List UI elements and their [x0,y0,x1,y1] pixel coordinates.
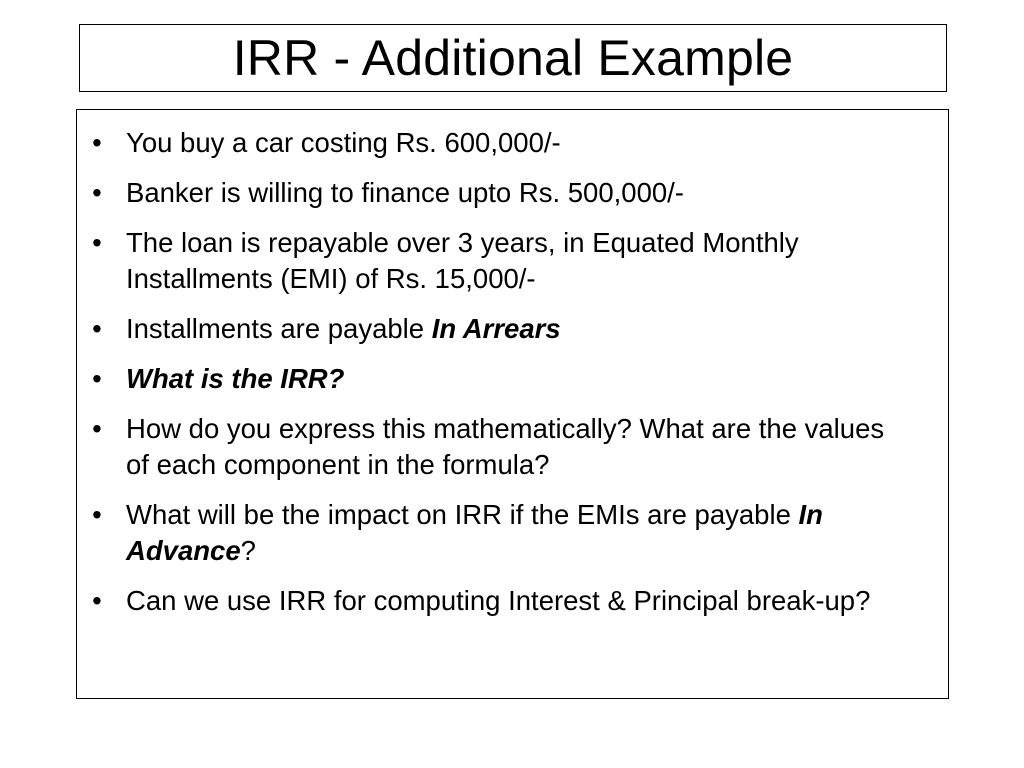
content-box [76,109,949,699]
title-box [79,24,947,92]
bullet-text: What will be the impact on IRR if the EMIs are payable [126,499,799,530]
bullet-dot: • [92,313,102,344]
bullet-dot: • [92,127,102,158]
bullet-list [77,125,948,633]
bullet-text: The loan is repayable over 3 years, in Equated Monthly Installments (EMI) of Rs. 15,000/- [126,227,799,294]
bullet-text-suffix: ? [240,535,256,566]
bullet-text: Can we use IRR for computing Interest & Principal break-up? [126,585,871,616]
bullet-text: Banker is willing to finance upto Rs. 500,000/- [126,177,684,208]
bullet-text: Installments are payable [126,313,432,344]
bullet-dot: • [92,227,102,258]
bullet-dot: • [92,177,102,208]
bullet-item [77,497,948,569]
emphasis-text: What is the IRR? [126,363,345,394]
bullet-item [77,311,948,347]
bullet-item [77,583,948,619]
bullet-dot: • [92,363,102,394]
bullet-text: How do you express this mathematically? What are the values of each component in the formula? [126,413,885,480]
bullet-item [77,361,948,397]
bullet-item [77,411,948,483]
emphasis-text: In Advance [126,499,823,566]
emphasis-text: In Arrears [431,313,561,344]
bullet-dot: • [92,413,102,444]
bullet-item [77,125,948,161]
slide-title: IRR - Additional Example [232,30,794,86]
bullet-text: You buy a car costing Rs. 600,000/- [126,127,561,158]
bullet-dot: • [92,585,102,616]
bullet-item [77,225,948,297]
bullet-item [77,175,948,211]
bullet-dot: • [92,499,102,530]
